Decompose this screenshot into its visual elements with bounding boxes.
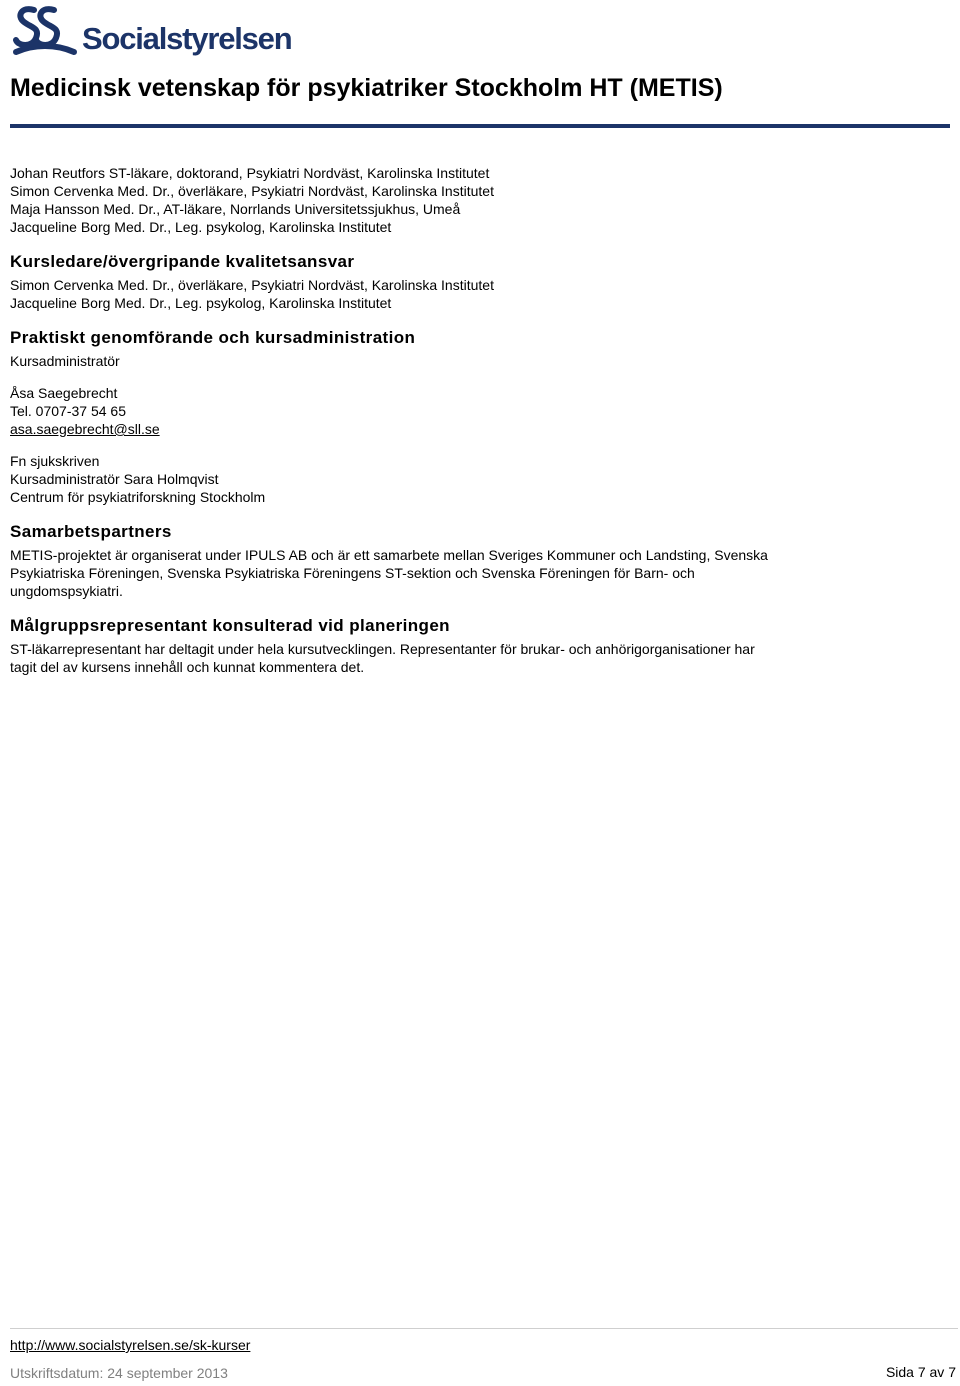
target-group-section [10, 616, 770, 676]
administration-note-line: Kursadministratör Sara Holmqvist [10, 471, 219, 487]
target-group-heading: Målgruppsrepresentant konsulterad vid planeringen [10, 616, 450, 635]
page-title: Medicinsk vetenskap för psykiatriker Stockholm HT (METIS) [10, 74, 723, 102]
socialstyrelsen-logo [10, 2, 291, 58]
page-number: Sida 7 av 7 [885, 1364, 956, 1380]
target-group-text: ST-läkarrepresentant har deltagit under hela kursutvecklingen. Representanter för brukar- och anhörigorganisationer har tagit del av kursens innehåll och kunnat kommentera det. [10, 641, 755, 675]
course-leaders-section [10, 252, 770, 312]
administrator-email-link[interactable]: asa.saegebrecht@sll.se [10, 421, 160, 437]
footer-url-link[interactable]: http://www.socialstyrelsen.se/sk-kurser [10, 1337, 251, 1353]
document-body [10, 164, 770, 676]
teacher-line: Simon Cervenka Med. Dr., överläkare, Psykiatri Nordväst, Karolinska Institutet [10, 183, 494, 199]
administration-heading: Praktiskt genomförande och kursadministration [10, 328, 416, 347]
print-date: Utskriftsdatum: 24 september 2013 [10, 1365, 228, 1381]
course-leaders-heading: Kursledare/övergripande kvalitetsansvar [10, 252, 355, 271]
logo-wordmark: Socialstyrelsen [82, 21, 292, 56]
teacher-list [10, 164, 770, 236]
teacher-line: Maja Hansson Med. Dr., AT-läkare, Norrlands Universitetssjukhus, Umeå [10, 201, 461, 217]
administrator-name: Åsa Saegebrecht [10, 385, 118, 401]
administration-note-line: Centrum för psykiatriforskning Stockholm [10, 489, 266, 505]
partners-section [10, 522, 770, 600]
teacher-line: Johan Reutfors ST-läkare, doktorand, Psykiatri Nordväst, Karolinska Institutet [10, 165, 490, 181]
socialstyrelsen-logo-icon [10, 2, 80, 58]
partners-heading: Samarbetspartners [10, 522, 172, 541]
administration-section [10, 328, 770, 506]
administration-note-line: Fn sjukskriven [10, 453, 100, 469]
administrator-phone: Tel. 0707-37 54 65 [10, 403, 126, 419]
footer-divider [10, 1328, 958, 1329]
teacher-line: Jacqueline Borg Med. Dr., Leg. psykolog, Karolinska Institutet [10, 219, 392, 235]
course-leader-line: Jacqueline Borg Med. Dr., Leg. psykolog, Karolinska Institutet [10, 295, 392, 311]
course-leader-line: Simon Cervenka Med. Dr., överläkare, Psykiatri Nordväst, Karolinska Institutet [10, 277, 494, 293]
partners-text: METIS-projektet är organiserat under IPULS AB och är ett samarbete mellan Sveriges Kommuner och Landsting, Svenska Psykiatriska Föreningen, Svenska Psykiatriska Föreningens ST-sektion och Svenska Föreningen för Barn- och ungdomspsykiatri. [10, 547, 768, 599]
header-divider [10, 124, 950, 128]
administrator-role: Kursadministratör [10, 353, 120, 369]
